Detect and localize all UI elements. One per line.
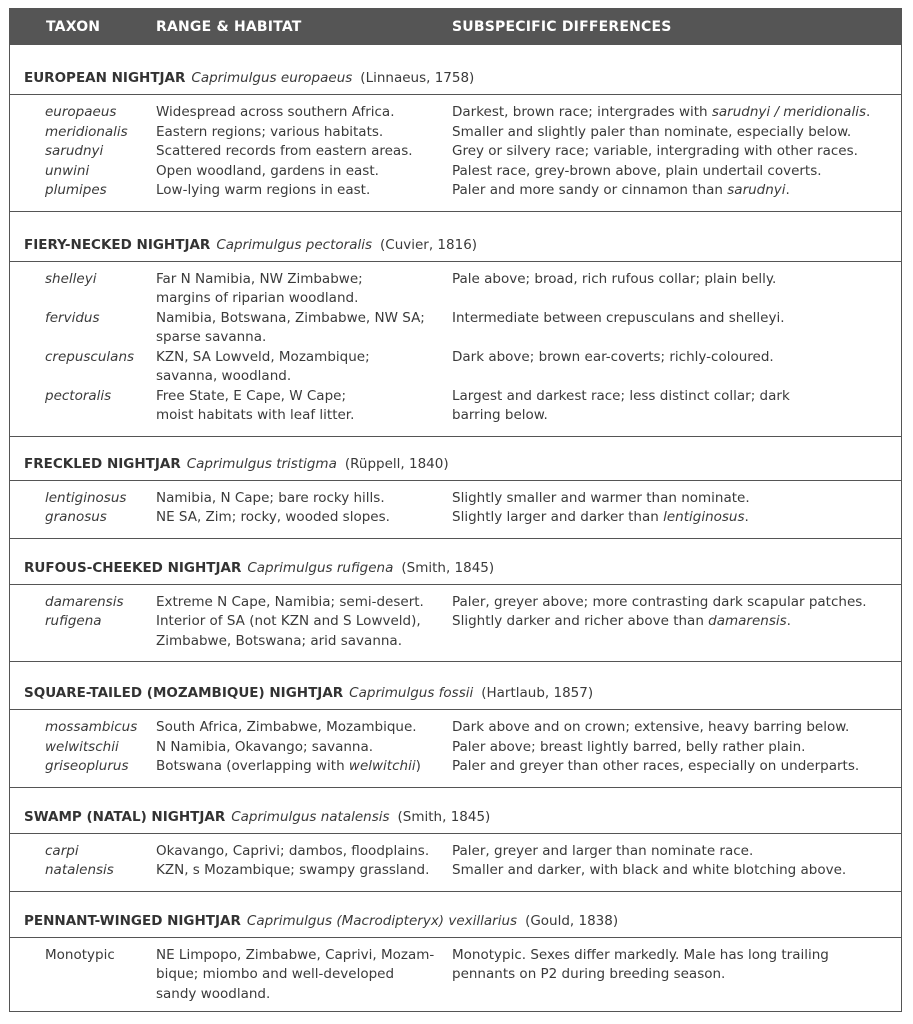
subspecies-list [10, 262, 901, 436]
scientific-name: Caprimulgus natalensis [231, 808, 390, 825]
range-habitat [156, 309, 446, 348]
subspecies-row [10, 162, 901, 182]
authority: (Smith, 1845) [397, 808, 491, 825]
subspecies-list [10, 938, 901, 1015]
species-heading [10, 539, 901, 585]
species-section [10, 437, 901, 539]
species-heading [10, 662, 901, 710]
species-heading [10, 45, 901, 95]
range-line: NE Limpopo, Zimbabwe, Caprivi, Mozam- [156, 946, 435, 963]
range-line: Far N Namibia, NW Zimbabwe; [156, 270, 363, 287]
subspecific-difference: Slightly smaller and warmer than nominate. [452, 489, 750, 506]
subspecific-difference: Slightly darker and richer above than damarensis. [452, 613, 791, 629]
common-name: SQUARE-TAILED (MOZAMBIQUE) NIGHTJAR [24, 685, 344, 701]
range-habitat [156, 181, 446, 201]
subspecies-row [10, 842, 901, 862]
taxon-name: fervidus [45, 309, 100, 326]
range-habitat [156, 593, 446, 613]
taxon-name: welwitschii [45, 738, 119, 755]
subspecific-difference: Dark above; brown ear-coverts; richly-coloured. [452, 348, 774, 365]
species-section [10, 539, 901, 663]
species-heading [10, 212, 901, 262]
scientific-name: Caprimulgus rufigena [247, 559, 394, 576]
species-section [10, 212, 901, 437]
subspecies-list [10, 481, 901, 538]
scientific-name: Caprimulgus tristigma [186, 455, 337, 472]
taxon-name: lentiginosus [45, 489, 127, 506]
taxon-name: natalensis [45, 862, 114, 878]
subspecies-row [10, 612, 901, 651]
authority: (Linnaeus, 1758) [360, 70, 475, 86]
subspecies-row [10, 270, 901, 309]
taxon-name: rufigena [45, 613, 102, 629]
range-line: Eastern regions; various habitats. [156, 123, 384, 140]
common-name: SWAMP (NATAL) NIGHTJAR [24, 808, 226, 825]
range-line: Botswana (overlapping with welwitchii) [156, 758, 421, 774]
subspecies-row [10, 181, 901, 201]
range-line: KZN, SA Lowveld, Mozambique; [156, 348, 370, 365]
subspecific-difference: Dark above and on crown; extensive, heavy barring below. [452, 719, 850, 735]
range-line: Open woodland, gardens in east. [156, 162, 379, 179]
taxon-name: Monotypic [45, 946, 115, 963]
subspecific-difference: Paler and more sandy or cinnamon than sarudnyi. [452, 182, 790, 198]
range-line: sandy woodland. [156, 985, 271, 1002]
authority: (Rüppell, 1840) [344, 455, 449, 472]
range-line: Widespread across southern Africa. [156, 104, 395, 120]
common-name: FRECKLED NIGHTJAR [24, 455, 181, 472]
species-heading [10, 788, 901, 834]
subspecies-row [10, 946, 901, 1005]
header-taxon: TAXON [46, 19, 101, 35]
subspecific-difference: Slightly larger and darker than lentiginosus. [452, 509, 749, 525]
subspecies-row [10, 593, 901, 613]
range-line: bique; miombo and well-developed [156, 966, 395, 982]
authority: (Hartlaub, 1857) [481, 685, 594, 701]
taxon-name: plumipes [45, 182, 107, 198]
taxon-name: mossambicus [45, 719, 138, 735]
scientific-name: Caprimulgus (Macrodipteryx) vexillarius [246, 912, 518, 929]
taxon-name: crepusculans [45, 348, 135, 365]
range-habitat [156, 842, 446, 862]
subspecies-row [10, 387, 901, 426]
range-habitat [156, 348, 446, 387]
subspecies-row [10, 309, 901, 348]
header-range-habitat: RANGE & HABITAT [156, 19, 302, 35]
range-line: Okavango, Caprivi; dambos, floodplains. [156, 842, 430, 859]
header-subspecific-differences: SUBSPECIFIC DIFFERENCES [452, 19, 672, 35]
table-header [10, 9, 901, 45]
taxon-name: granosus [45, 509, 107, 525]
subspecies-row [10, 489, 901, 509]
subspecific-difference: Pale above; broad, rich rufous collar; plain belly. [452, 270, 777, 287]
subspecies-list [10, 834, 901, 891]
subspecies-list [10, 585, 901, 662]
range-habitat [156, 718, 446, 738]
subspecific-difference: Largest and darkest race; less distinct collar; dark barring below. [452, 387, 790, 423]
range-line: Extreme N Cape, Namibia; semi-desert. [156, 593, 424, 610]
subspecific-difference: Paler, greyer and larger than nominate race. [452, 842, 754, 859]
range-habitat [156, 946, 446, 1005]
subspecific-difference: Grey or silvery race; variable, intergrading with other races. [452, 143, 858, 159]
authority: (Gould, 1838) [525, 912, 619, 929]
range-line: Namibia, Botswana, Zimbabwe, NW SA; [156, 309, 425, 326]
species-section [10, 788, 901, 892]
range-habitat [156, 738, 446, 758]
range-line: Namibia, N Cape; bare rocky hills. [156, 489, 385, 506]
taxon-name: europaeus [45, 104, 117, 120]
range-line: NE SA, Zim; rocky, wooded slopes. [156, 509, 390, 525]
range-habitat [156, 387, 446, 426]
subspecies-row [10, 738, 901, 758]
subspecies-row [10, 861, 901, 881]
table-body [10, 45, 901, 1014]
subspecies-row [10, 123, 901, 143]
scientific-name: Caprimulgus fossii [349, 685, 474, 701]
subspecific-difference: Smaller and slightly paler than nominate, especially below. [452, 123, 852, 140]
subspecies-row [10, 103, 901, 123]
range-line: sparse savanna. [156, 329, 267, 345]
common-name: PENNANT-WINGED NIGHTJAR [24, 912, 241, 929]
common-name: FIERY-NECKED NIGHTJAR [24, 236, 211, 253]
range-habitat [156, 162, 446, 182]
subspecies-row [10, 508, 901, 528]
range-habitat [156, 123, 446, 143]
taxon-name: shelleyi [45, 270, 97, 287]
species-section [10, 662, 901, 788]
nightjar-table [9, 8, 902, 1012]
scientific-name: Caprimulgus pectoralis [216, 236, 372, 253]
range-habitat [156, 489, 446, 509]
range-line: South Africa, Zimbabwe, Mozambique. [156, 719, 417, 735]
subspecific-difference: Monotypic. Sexes differ markedly. Male has long trailing pennants on P2 during breeding season. [452, 946, 829, 982]
range-line: savanna, woodland. [156, 368, 292, 384]
range-habitat [156, 103, 446, 123]
range-habitat [156, 612, 446, 651]
species-section [10, 892, 901, 1015]
taxon-name: damarensis [45, 593, 124, 610]
taxon-name: carpi [45, 842, 79, 859]
range-habitat [156, 142, 446, 162]
authority: (Cuvier, 1816) [380, 236, 478, 253]
subspecies-list [10, 95, 901, 211]
range-line: Low-lying warm regions in east. [156, 182, 371, 198]
common-name: RUFOUS-CHEEKED NIGHTJAR [24, 559, 242, 576]
range-line: Interior of SA (not KZN and S Lowveld), [156, 613, 421, 629]
subspecies-row [10, 348, 901, 387]
species-heading [10, 437, 901, 481]
range-line: margins of riparian woodland. [156, 290, 359, 306]
range-habitat [156, 757, 446, 777]
taxon-name: unwini [45, 162, 90, 179]
range-line: Zimbabwe, Botswana; arid savanna. [156, 632, 402, 649]
taxon-name: meridionalis [45, 123, 128, 140]
authority: (Smith, 1845) [401, 559, 495, 576]
subspecies-row [10, 142, 901, 162]
subspecies-row [10, 757, 901, 777]
range-habitat [156, 270, 446, 309]
common-name: EUROPEAN NIGHTJAR [24, 70, 186, 86]
taxon-name: griseoplurus [45, 758, 129, 774]
taxon-name: pectoralis [45, 387, 112, 404]
species-section [10, 45, 901, 212]
species-heading [10, 892, 901, 938]
subspecific-difference: Paler above; breast lightly barred, belly rather plain. [452, 738, 806, 755]
subspecific-difference: Paler, greyer above; more contrasting dark scapular patches. [452, 593, 867, 610]
range-line: Scattered records from eastern areas. [156, 143, 413, 159]
range-line: N Namibia, Okavango; savanna. [156, 738, 374, 755]
taxon-name: sarudnyi [45, 143, 104, 159]
range-habitat [156, 508, 446, 528]
subspecies-list [10, 710, 901, 787]
subspecific-difference: Intermediate between crepusculans and shelleyi. [452, 309, 785, 326]
range-line: KZN, s Mozambique; swampy grassland. [156, 862, 430, 878]
subspecific-difference: Palest race, grey-brown above, plain undertail coverts. [452, 162, 822, 179]
subspecies-row [10, 718, 901, 738]
scientific-name: Caprimulgus europaeus [191, 70, 353, 86]
subspecific-difference: Smaller and darker, with black and white blotching above. [452, 862, 847, 878]
range-habitat [156, 861, 446, 881]
range-line: Free State, E Cape, W Cape; [156, 387, 346, 404]
range-line: moist habitats with leaf litter. [156, 407, 355, 423]
subspecific-difference: Paler and greyer than other races, especially on underparts. [452, 758, 860, 774]
subspecific-difference: Darkest, brown race; intergrades with sarudnyi / meridionalis. [452, 104, 871, 120]
